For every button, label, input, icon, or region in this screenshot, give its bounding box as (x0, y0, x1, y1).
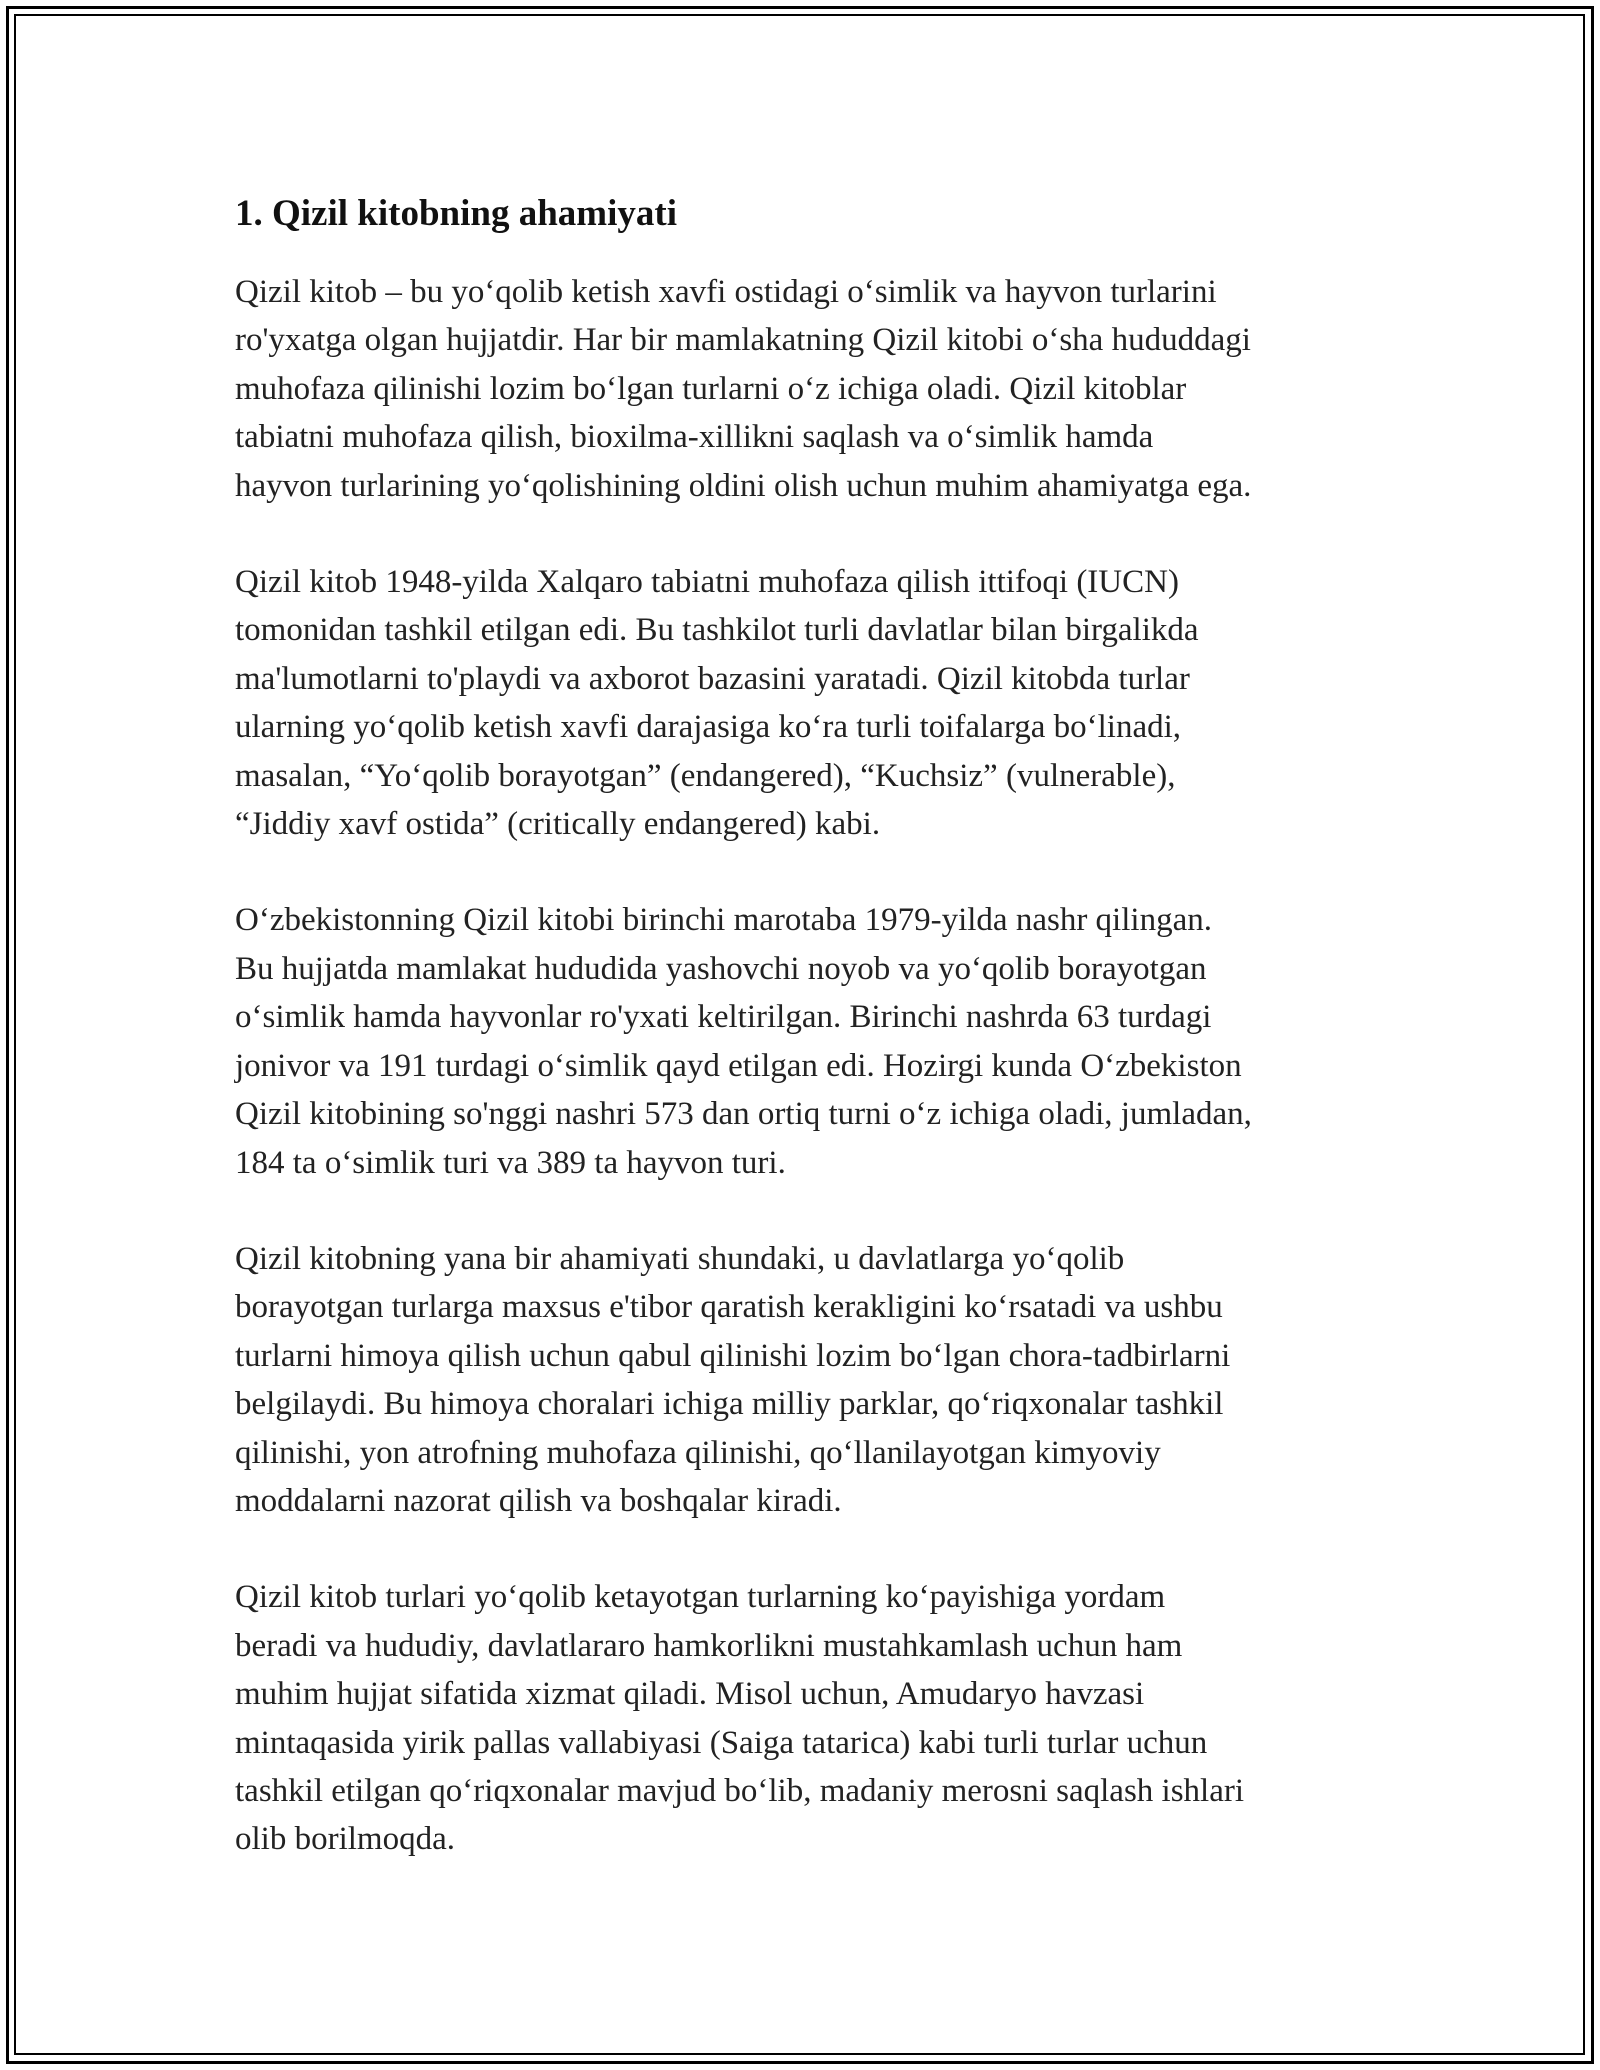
paragraph-4: Qizil kitobning yana bir ahamiyati shundaki, u davlatlarga yo‘qolib borayotgan turlarga maxsus e'tibor qaratish kerakligini ko‘rsatadi va ushbu turlarni himoya qilish uchun qabul qilinishi lozim bo‘lgan chora-tadbirlarni belgilaydi. Bu himoya choralari ichiga milliy parklar, qo‘riqxonalar tashkil qilinishi, yon atrofning muhofaza qilinishi, qo‘llanilayotgan kimyoviy moddalarni nazorat qilish va boshqalar kiradi. (235, 1240, 1231, 1519)
paragraph-1: Qizil kitob – bu yo‘qolib ketish xavfi ostidagi o‘simlik va hayvon turlarini ro'yxatga olgan hujjatdir. Har bir mamlakatning Qizil kitobi o‘sha hududdagi muhofaza qilinishi lozim bo‘lgan turlarni o‘z ichiga oladi. Qizil kitoblar tabiatni muhofaza qilish, bioxilma-xillikni saqlash va o‘simlik hamda hayvon turlarining yo‘qolishining oldini olish uchun muhim ahamiyatga ega. (235, 274, 1252, 504)
paragraph-2: Qizil kitob 1948-yilda Xalqaro tabiatni muhofaza qilish ittifoqi (IUCN) tomonidan tashkil etilgan edi. Bu tashkilot turli davlatlar bilan birgalikda ma'lumotlarni to'playdi va axborot bazasini yaratadi. Qizil kitobda turlar ularning yo‘qolib ketish xavfi darajasiga ko‘ra turli toifalarga bo‘linadi, masalan, “Yo‘qolib borayotgan” (endangered), “Kuchsiz” (vulnerable), “Jiddiy xavf ostida” (critically endangered) kabi. (235, 564, 1199, 843)
paragraph-5: Qizil kitob turlari yo‘qolib ketayotgan turlarning ko‘payishiga yordam beradi va hududiy, davlatlararo hamkorlikni mustahkamlash uchun ham muhim hujjat sifatida xizmat qiladi. Misol uchun, Amudaryo havzasi mintaqasida yirik pallas vallabiyasi (Saiga tatarica) kabi turli turlar uchun tashkil etilgan qo‘riqxonalar mavjud bo‘lib, madaniy merosni saqlash ishlari olib borilmoqda. (235, 1579, 1245, 1858)
document-title: 1. Qizil kitobning ahamiyati (235, 193, 678, 234)
document-body (235, 188, 1375, 1912)
paragraph-3: O‘zbekistonning Qizil kitobi birinchi marotaba 1979-yilda nashr qilingan. Bu hujjatda mamlakat hududida yashovchi noyob va yo‘qolib borayotgan o‘simlik hamda hayvonlar ro'yxati keltirilgan. Birinchi nashrda 63 turdagi jonivor va 191 turdagi o‘simlik qayd etilgan edi. Hozirgi kunda O‘zbekiston Qizil kitobining so'nggi nashri 573 dan ortiq turni o‘z ichiga oladi, jumladan, 184 ta o‘simlik turi va 389 ta hayvon turi. (235, 902, 1252, 1181)
